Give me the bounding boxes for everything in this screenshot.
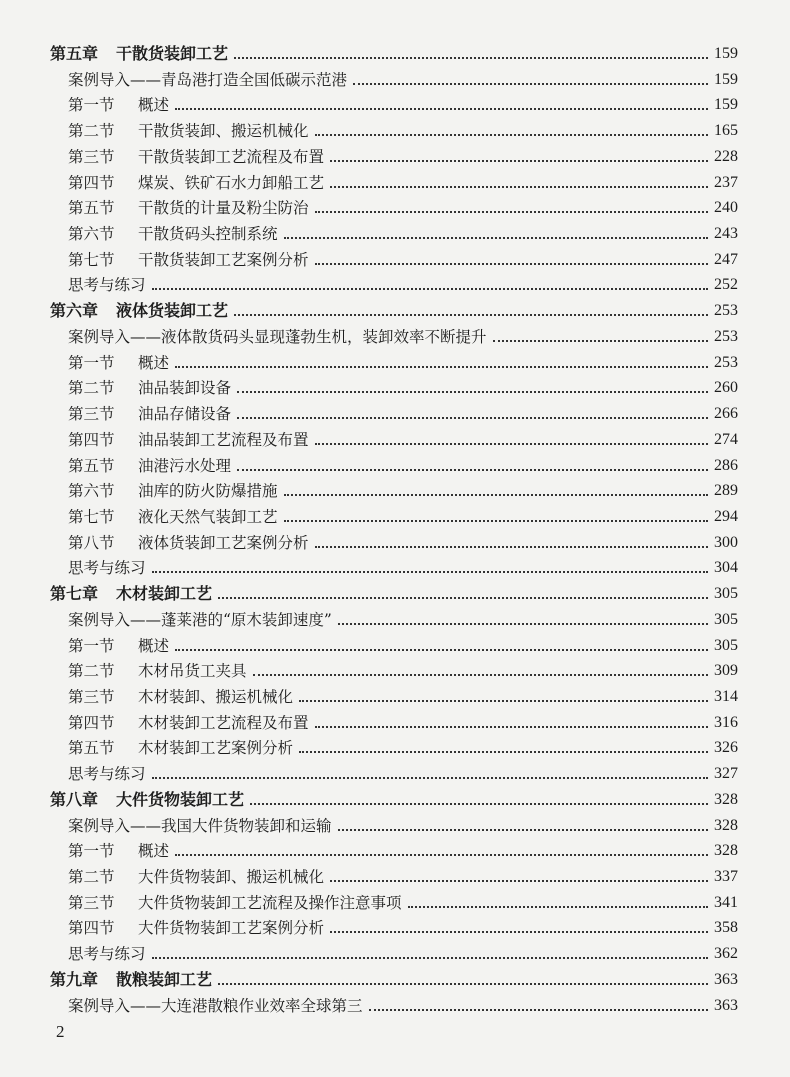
toc-dot-leader [152, 571, 708, 573]
toc-title: 大件货物装卸工艺案例分析 [138, 919, 325, 938]
toc-section-number: 第八章 [50, 789, 99, 809]
toc-title: 大件货物装卸工艺流程及操作注意事项 [138, 893, 402, 912]
toc-title: 木材装卸工艺案例分析 [138, 739, 294, 758]
toc-page-number: 240 [714, 199, 738, 217]
toc-title: 思考与练习 [68, 765, 146, 784]
toc-dot-leader [175, 108, 708, 110]
toc-dot-leader [315, 263, 708, 265]
toc-section-number: 第三节 [68, 688, 115, 706]
toc-entry-row[interactable] [68, 736, 738, 760]
toc-title: 干散货码头控制系统 [138, 225, 278, 244]
toc-section-number: 第四节 [68, 173, 115, 192]
toc-entry-row[interactable] [68, 531, 738, 555]
toc-title: 油品装卸工艺流程及布置 [138, 430, 309, 449]
toc-section-number: 第五节 [68, 199, 115, 218]
toc-entry-row[interactable] [68, 505, 738, 529]
toc-dot-leader [218, 597, 708, 599]
toc-entry-row[interactable] [68, 994, 738, 1018]
toc-entry-row[interactable] [68, 273, 738, 297]
toc-dot-leader [315, 726, 708, 728]
toc-dot-leader [330, 186, 708, 188]
toc-page-number: 314 [714, 688, 738, 705]
toc-title: 干散货的计量及粉尘防治 [138, 199, 309, 218]
toc-section-number: 第一节 [68, 353, 115, 372]
toc-dot-leader [493, 340, 708, 342]
toc-page-number: 305 [714, 636, 738, 654]
toc-page-number: 266 [714, 405, 738, 423]
toc-dot-leader [315, 211, 708, 213]
toc-title: 大件货物装卸工艺 [116, 789, 245, 809]
page-number: 2 [56, 1022, 65, 1041]
toc-entry-row[interactable] [68, 942, 738, 966]
toc-dot-leader [237, 469, 708, 471]
toc-entry-row[interactable] [68, 685, 738, 709]
toc-title: 干散货装卸工艺 [116, 44, 229, 63]
toc-title: 案例导入——青岛港打造全国低碳示范港 [68, 70, 348, 89]
toc-page-number: 247 [714, 250, 738, 268]
toc-section-number: 第五节 [68, 739, 115, 758]
toc-entry-row[interactable] [68, 634, 738, 658]
toc-entry-row[interactable] [68, 711, 738, 735]
toc-title: 木材装卸工艺 [116, 584, 213, 604]
toc-section-number: 第四节 [68, 430, 115, 449]
toc-title: 思考与练习 [68, 945, 146, 964]
toc-page-number: 294 [714, 507, 738, 525]
toc-page-number: 253 [714, 327, 738, 345]
toc-title: 干散货装卸、搬运机械化 [138, 122, 309, 141]
toc-page-number: 337 [714, 868, 738, 886]
toc-dot-leader [315, 546, 708, 548]
toc-dot-leader [152, 777, 708, 779]
toc-section-number: 第三节 [68, 893, 115, 912]
toc-title: 概述 [138, 636, 170, 655]
toc-dot-leader [234, 314, 708, 316]
toc-title: 散粮装卸工艺 [116, 969, 213, 989]
toc-dot-leader [299, 751, 708, 753]
toc-title: 干散货装卸工艺案例分析 [138, 250, 309, 269]
toc-title: 案例导入——大连港散粮作业效率全球第三 [68, 996, 363, 1015]
toc-title: 油品装卸设备 [138, 379, 232, 398]
toc-title: 案例导入——我国大件货物装卸和运输 [68, 816, 332, 835]
toc-page-number: 309 [714, 662, 738, 680]
toc-page-number: 253 [714, 353, 738, 371]
toc-title: 思考与练习 [68, 276, 146, 295]
toc-section-number: 第三节 [68, 405, 115, 424]
toc-page-number: 341 [714, 893, 738, 911]
toc-page-number: 327 [714, 765, 738, 783]
toc-entry-row[interactable] [68, 891, 738, 915]
toc-title: 干散货装卸工艺流程及布置 [138, 147, 325, 166]
toc-section-number: 第四节 [68, 713, 115, 732]
toc-dot-leader [353, 83, 708, 85]
toc-dot-leader [234, 57, 708, 59]
toc-entry-row[interactable] [68, 376, 738, 400]
toc-dot-leader [284, 237, 708, 239]
toc-dot-leader [250, 803, 708, 805]
toc-entry-row[interactable] [68, 916, 738, 940]
toc-dot-leader [315, 443, 708, 445]
toc-page-number: 326 [714, 739, 738, 757]
toc-dot-leader [237, 391, 708, 393]
toc-dot-leader [330, 931, 708, 933]
toc-entry-row[interactable] [68, 93, 738, 117]
toc-chapter-row[interactable] [50, 788, 738, 812]
toc-page-number: 260 [714, 379, 738, 397]
toc-page-number: 237 [714, 173, 738, 191]
toc-title: 油港污水处理 [138, 456, 232, 475]
toc-title: 案例导入——蓬莱港的“原木装卸速度” [68, 610, 332, 629]
toc-section-number: 第七节 [68, 507, 115, 526]
toc-section-number: 第三节 [68, 147, 115, 166]
toc-title: 大件货物装卸、搬运机械化 [138, 868, 325, 887]
toc-title: 木材吊货工夹具 [138, 662, 247, 681]
toc-page-number: 289 [714, 482, 738, 500]
toc-entry-row[interactable] [68, 171, 738, 195]
toc-title: 思考与练习 [68, 559, 146, 578]
toc-page-number: 274 [714, 430, 738, 448]
toc-dot-leader [175, 854, 708, 856]
toc-page-number: 252 [714, 276, 738, 294]
toc-title: 概述 [138, 353, 170, 372]
toc-entry-row[interactable] [68, 351, 738, 375]
toc-section-number: 第二节 [68, 379, 115, 398]
toc-chapter-row[interactable] [50, 582, 738, 606]
toc-dot-leader [175, 366, 708, 368]
toc-section-number: 第六节 [68, 482, 115, 501]
toc-dot-leader [253, 674, 708, 676]
toc-page-number: 316 [714, 713, 738, 731]
toc-section-number: 第九章 [50, 969, 99, 989]
toc-page-number: 305 [714, 610, 738, 628]
toc-chapter-row[interactable] [50, 299, 738, 323]
toc-title: 案例导入——液体散货码头显现蓬勃生机，装卸效率不断提升 [68, 327, 487, 346]
toc-dot-leader [152, 288, 708, 290]
toc-page-number: 305 [714, 585, 738, 603]
toc-section-number: 第七章 [50, 584, 99, 604]
toc-dot-leader [152, 957, 708, 959]
toc-section-number: 第六节 [68, 225, 115, 244]
toc-section-number: 第五节 [68, 456, 115, 475]
toc-dot-leader [299, 700, 708, 702]
toc-title: 煤炭、铁矿石水力卸船工艺 [138, 173, 325, 192]
toc-dot-leader [330, 160, 708, 162]
toc-dot-leader [284, 520, 708, 522]
toc-entry-row[interactable] [68, 839, 738, 863]
toc-entry-row[interactable] [68, 556, 738, 580]
toc-page-number: 253 [714, 302, 738, 320]
toc-chapter-row[interactable] [50, 42, 738, 66]
toc-page-number: 300 [714, 533, 738, 551]
toc-section-number: 第二节 [68, 868, 115, 887]
toc-section-number: 第二节 [68, 122, 115, 141]
toc-section-number: 第一节 [68, 842, 115, 861]
toc-entry-row[interactable] [68, 196, 738, 220]
toc-dot-leader [338, 829, 708, 831]
toc-title: 概述 [138, 842, 170, 861]
toc-entry-row[interactable] [68, 479, 738, 503]
toc-entry-row[interactable] [68, 68, 738, 92]
toc-entry-row[interactable] [68, 248, 738, 272]
toc-chapter-row[interactable] [50, 968, 738, 992]
toc-page-number: 363 [714, 996, 738, 1014]
toc-section-number: 第八节 [68, 533, 115, 552]
toc-entry-row[interactable] [68, 762, 738, 786]
toc-entry-row[interactable] [68, 325, 738, 349]
toc-dot-leader [338, 623, 708, 625]
toc-section-number: 第二节 [68, 662, 115, 681]
toc-page-number: 159 [714, 45, 738, 62]
toc-page-number: 358 [714, 919, 738, 937]
toc-page-number: 304 [714, 559, 738, 577]
toc-page-number: 328 [714, 816, 738, 834]
toc-dot-leader [408, 906, 708, 908]
toc-entry-row[interactable] [68, 865, 738, 889]
toc-entry-row[interactable] [68, 119, 738, 143]
toc-dot-leader [218, 983, 708, 985]
toc-dot-leader [369, 1009, 708, 1011]
toc-page-number: 159 [714, 70, 738, 88]
toc-title: 油品存储设备 [138, 405, 232, 424]
toc-page-number: 243 [714, 225, 738, 243]
toc-section-number: 第一节 [68, 636, 115, 655]
toc-dot-leader [330, 880, 708, 882]
toc-page-number: 363 [714, 970, 738, 988]
toc-page-number: 286 [714, 456, 738, 474]
toc-title: 木材装卸工艺流程及布置 [138, 713, 309, 732]
toc-page-number: 362 [714, 945, 738, 963]
toc-section-number: 第六章 [50, 301, 99, 321]
toc-title: 概述 [138, 96, 170, 115]
toc-section-number: 第七节 [68, 250, 115, 269]
toc-entry-row[interactable] [68, 402, 738, 426]
toc-dot-leader [237, 417, 708, 419]
toc-entry-row[interactable] [68, 222, 738, 246]
toc-title: 液体货装卸工艺 [116, 301, 229, 321]
toc-entry-row[interactable] [68, 608, 738, 632]
toc-page-number: 328 [714, 790, 738, 808]
toc-dot-leader [315, 134, 708, 136]
toc-title: 液化天然气装卸工艺 [138, 507, 278, 526]
toc-dot-leader [284, 494, 708, 496]
toc-section-number: 第一节 [68, 96, 115, 115]
toc-dot-leader [175, 649, 708, 651]
toc-title: 液体货装卸工艺案例分析 [138, 533, 309, 552]
toc-entry-row[interactable] [68, 145, 738, 169]
toc-title: 油库的防火防爆措施 [138, 482, 278, 501]
toc-section-number: 第四节 [68, 919, 115, 938]
toc-entry-row[interactable] [68, 814, 738, 838]
toc-page-number: 328 [714, 842, 738, 860]
toc-title: 木材装卸、搬运机械化 [138, 688, 294, 706]
toc-section-number: 第五章 [50, 44, 99, 63]
toc-page-number: 165 [714, 122, 738, 140]
toc-page-number: 159 [714, 96, 738, 114]
toc-entry-row[interactable] [68, 428, 738, 452]
toc-entry-row[interactable] [68, 659, 738, 683]
toc-page-number: 228 [714, 147, 738, 165]
toc-entry-row[interactable] [68, 454, 738, 478]
